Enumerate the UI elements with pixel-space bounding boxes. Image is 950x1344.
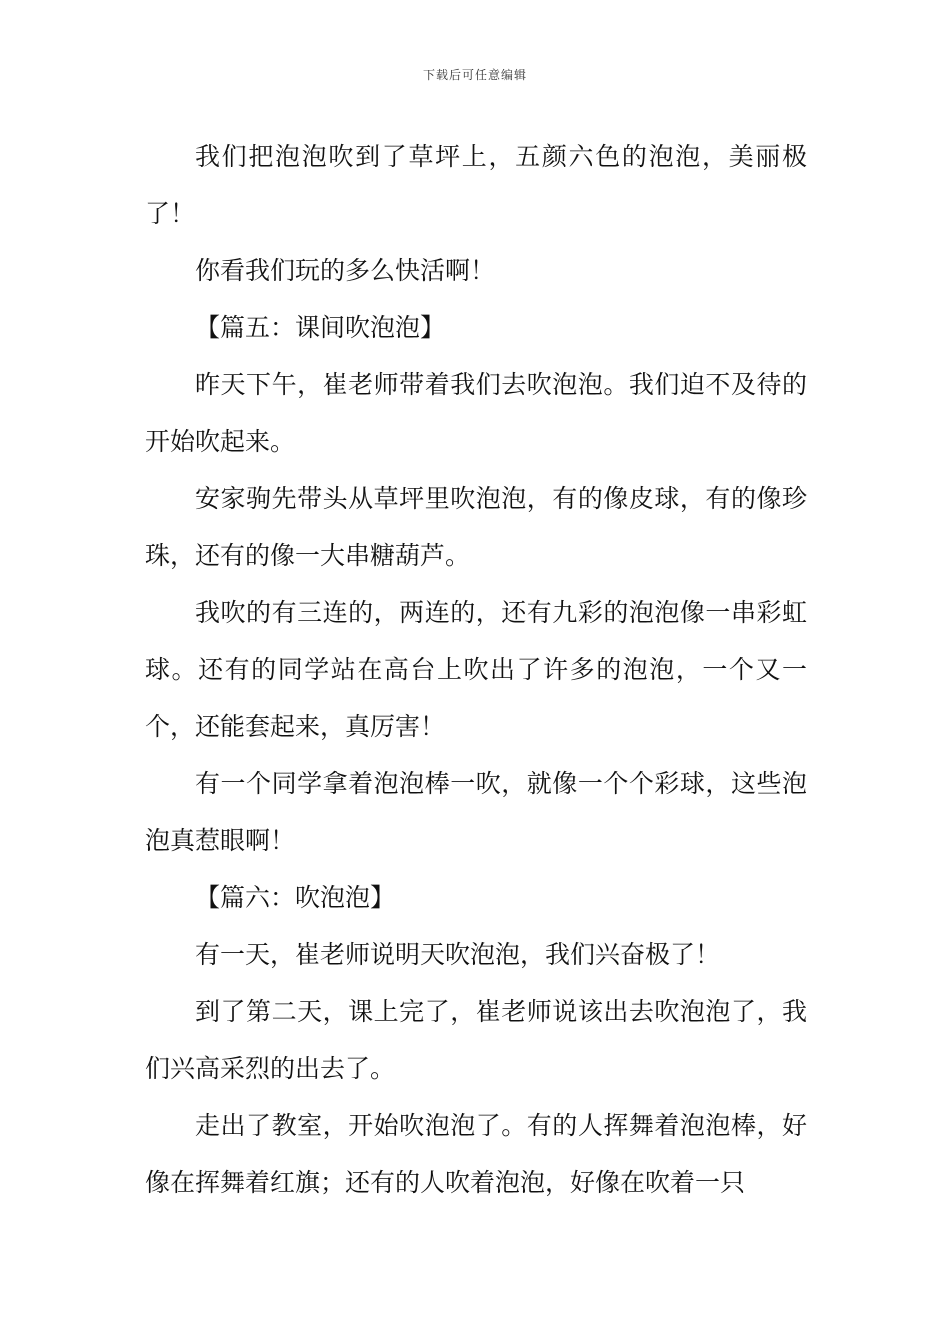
paragraph: 有一天，崔老师说明天吹泡泡，我们兴奋极了！ bbox=[195, 940, 721, 969]
paragraph: 我吹的有三连的，两连的，还有九彩的泡泡像一串彩虹球。还有的同学站在高台上吹出了许多的泡泡，一个又一个，还能套起来，真厉害！ bbox=[145, 598, 807, 741]
section-heading: 【篇五：课间吹泡泡】 bbox=[195, 313, 446, 342]
paragraph: 到了第二天，课上完了，崔老师说该出去吹泡泡了，我们兴高采烈的出去了。 bbox=[145, 997, 807, 1083]
paragraph: 走出了教室，开始吹泡泡了。有的人挥舞着泡泡棒，好像在挥舞着红旗；还有的人吹着泡泡，好像在吹着一只 bbox=[145, 1111, 807, 1197]
paragraph: 有一个同学拿着泡泡棒一吹，就像一个个彩球，这些泡泡真惹眼啊！ bbox=[145, 769, 807, 855]
paragraph: 安家驹先带头从草坪里吹泡泡，有的像皮球，有的像珍珠，还有的像一大串糖葫芦。 bbox=[145, 484, 807, 570]
paragraph: 你看我们玩的多么快活啊！ bbox=[195, 256, 496, 285]
page-header: 下载后可任意编辑 bbox=[422, 68, 527, 82]
section-heading: 【篇六：吹泡泡】 bbox=[195, 883, 396, 912]
document-body bbox=[145, 128, 807, 1211]
paragraph: 我们把泡泡吹到了草坪上，五颜六色的泡泡，美丽极了！ bbox=[145, 142, 807, 228]
paragraph: 昨天下午，崔老师带着我们去吹泡泡。我们迫不及待的开始吹起来。 bbox=[145, 370, 807, 456]
